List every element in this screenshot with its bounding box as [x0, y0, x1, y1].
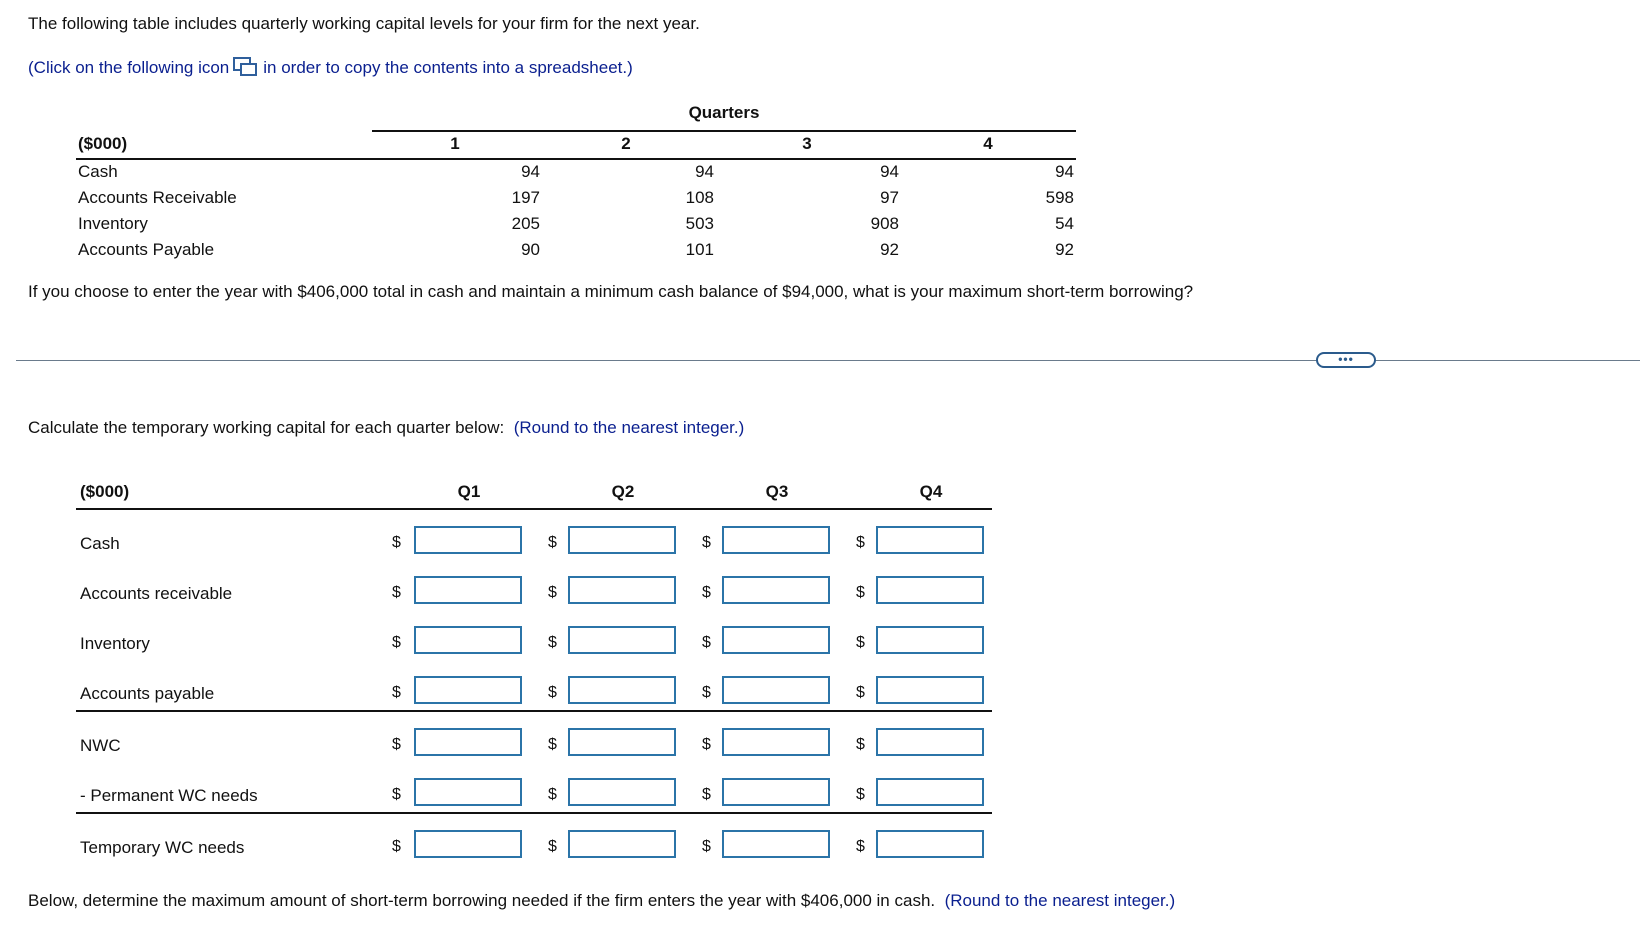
- permanent-wc-q1-input[interactable]: [414, 778, 522, 806]
- answer-row-label-cash: Cash: [80, 534, 120, 553]
- given-cell: 54: [1055, 214, 1074, 233]
- temporary-wc-q3-input[interactable]: [722, 830, 830, 858]
- payable-q1-input[interactable]: [414, 676, 522, 704]
- nwc-q4-input[interactable]: [876, 728, 984, 756]
- given-row-label: Inventory: [78, 214, 148, 233]
- total-rule: [76, 812, 992, 814]
- currency-symbol: $: [856, 786, 865, 803]
- currency-symbol: $: [702, 736, 711, 753]
- intro-text: The following table includes quarterly working capital levels for your firm for the next year.: [28, 14, 700, 33]
- payable-q4-input[interactable]: [876, 676, 984, 704]
- bottom-instruction: [28, 891, 1175, 911]
- nwc-q2-input[interactable]: [568, 728, 676, 756]
- currency-symbol: $: [392, 584, 401, 601]
- answer-row-label-payable: Accounts payable: [80, 684, 215, 703]
- expand-ellipsis-button[interactable]: •••: [1316, 352, 1376, 368]
- given-cell: 197: [511, 188, 540, 207]
- given-cell: 205: [511, 214, 540, 233]
- temporary-wc-q1-input[interactable]: [414, 830, 522, 858]
- currency-symbol: $: [702, 634, 711, 651]
- given-cell: 503: [685, 214, 714, 233]
- permanent-wc-q4-input[interactable]: [876, 778, 984, 806]
- cash-q4-input[interactable]: [876, 526, 984, 554]
- instruction: [28, 418, 744, 438]
- answer-row-label-temporary: Temporary WC needs: [80, 838, 245, 857]
- currency-symbol: $: [856, 634, 865, 651]
- given-cell: 101: [685, 240, 714, 259]
- currency-symbol: $: [702, 534, 711, 551]
- currency-symbol: $: [548, 838, 557, 855]
- answer-header-rule: [76, 508, 992, 510]
- answer-quarter-q1: Q1: [457, 482, 481, 501]
- given-cell: 94: [1055, 162, 1074, 181]
- receivable-q2-input[interactable]: [568, 576, 676, 604]
- answer-row-label-nwc: NWC: [80, 736, 121, 755]
- quarters-header: Quarters: [688, 103, 760, 122]
- receivable-q3-input[interactable]: [722, 576, 830, 604]
- currency-symbol: $: [856, 838, 865, 855]
- currency-symbol: $: [856, 684, 865, 701]
- given-cell: 94: [521, 162, 540, 181]
- bottom-instruction-text: Below, determine the maximum amount of short-term borrowing needed if the firm enters the year with $406,000 in cash.: [28, 891, 936, 910]
- currency-symbol: $: [392, 736, 401, 753]
- copy-to-spreadsheet-icon[interactable]: [233, 57, 257, 77]
- nwc-q3-input[interactable]: [722, 728, 830, 756]
- given-row-label: Cash: [78, 162, 118, 181]
- permanent-wc-q3-input[interactable]: [722, 778, 830, 806]
- given-row-label: Accounts Payable: [78, 240, 215, 259]
- given-quarter-2: 2: [621, 134, 631, 153]
- currency-symbol: $: [392, 684, 401, 701]
- given-cell: 94: [695, 162, 714, 181]
- given-cell: 94: [880, 162, 899, 181]
- receivable-q4-input[interactable]: [876, 576, 984, 604]
- given-cell: 92: [880, 240, 899, 259]
- answer-row-label-receivable: Accounts receivable: [80, 584, 233, 603]
- given-quarter-4: 4: [983, 134, 993, 153]
- question-text: If you choose to enter the year with $406,000 total in cash and maintain a minimum cash balance of $94,000, what is your maximum short-term borrowing?: [28, 282, 1194, 301]
- currency-symbol: $: [548, 584, 557, 601]
- temporary-wc-q2-input[interactable]: [568, 830, 676, 858]
- inventory-q1-input[interactable]: [414, 626, 522, 654]
- currency-symbol: $: [702, 684, 711, 701]
- bottom-round-hint: (Round to the nearest integer.): [944, 891, 1176, 910]
- permanent-wc-q2-input[interactable]: [568, 778, 676, 806]
- copy-hint-before: (Click on the following icon: [28, 58, 230, 77]
- given-table-rule: [76, 158, 1076, 160]
- currency-symbol: $: [392, 838, 401, 855]
- currency-symbol: $: [392, 786, 401, 803]
- instruction-text: Calculate the temporary working capital for each quarter below:: [28, 418, 505, 437]
- currency-symbol: $: [702, 584, 711, 601]
- answer-quarter-q4: Q4: [919, 482, 943, 501]
- inventory-q4-input[interactable]: [876, 626, 984, 654]
- given-cell: 90: [521, 240, 540, 259]
- cash-q1-input[interactable]: [414, 526, 522, 554]
- answer-unit-label: ($000): [80, 482, 130, 501]
- inventory-q2-input[interactable]: [568, 626, 676, 654]
- section-divider: [16, 360, 1640, 361]
- subtotal-rule: [76, 710, 992, 712]
- temporary-wc-q4-input[interactable]: [876, 830, 984, 858]
- currency-symbol: $: [702, 786, 711, 803]
- given-unit-label: ($000): [78, 134, 128, 153]
- currency-symbol: $: [702, 838, 711, 855]
- currency-symbol: $: [856, 534, 865, 551]
- given-cell: 908: [870, 214, 899, 233]
- answer-quarter-q2: Q2: [611, 482, 635, 501]
- currency-symbol: $: [856, 736, 865, 753]
- round-hint: (Round to the nearest integer.): [513, 418, 745, 437]
- copy-hint: [28, 57, 633, 78]
- copy-hint-after: in order to copy the contents into a spreadsheet.): [263, 58, 633, 77]
- cash-q3-input[interactable]: [722, 526, 830, 554]
- answer-row-label-permanent: - Permanent WC needs: [80, 786, 258, 805]
- answer-quarter-q3: Q3: [765, 482, 789, 501]
- payable-q3-input[interactable]: [722, 676, 830, 704]
- answer-row-label-inventory: Inventory: [80, 634, 150, 653]
- given-cell: 92: [1055, 240, 1074, 259]
- given-row-label: Accounts Receivable: [78, 188, 237, 207]
- currency-symbol: $: [548, 534, 557, 551]
- inventory-q3-input[interactable]: [722, 626, 830, 654]
- given-cell: 97: [880, 188, 899, 207]
- currency-symbol: $: [856, 584, 865, 601]
- currency-symbol: $: [392, 634, 401, 651]
- payable-q2-input[interactable]: [568, 676, 676, 704]
- nwc-q1-input[interactable]: [414, 728, 522, 756]
- quarters-header-rule: [372, 130, 1076, 132]
- currency-symbol: $: [548, 736, 557, 753]
- given-cell: 598: [1045, 188, 1074, 207]
- cash-q2-input[interactable]: [568, 526, 676, 554]
- currency-symbol: $: [548, 786, 557, 803]
- given-cell: 108: [685, 188, 714, 207]
- currency-symbol: $: [548, 684, 557, 701]
- given-quarter-3: 3: [802, 134, 812, 153]
- given-quarter-1: 1: [450, 134, 460, 153]
- currency-symbol: $: [392, 534, 401, 551]
- currency-symbol: $: [548, 634, 557, 651]
- receivable-q1-input[interactable]: [414, 576, 522, 604]
